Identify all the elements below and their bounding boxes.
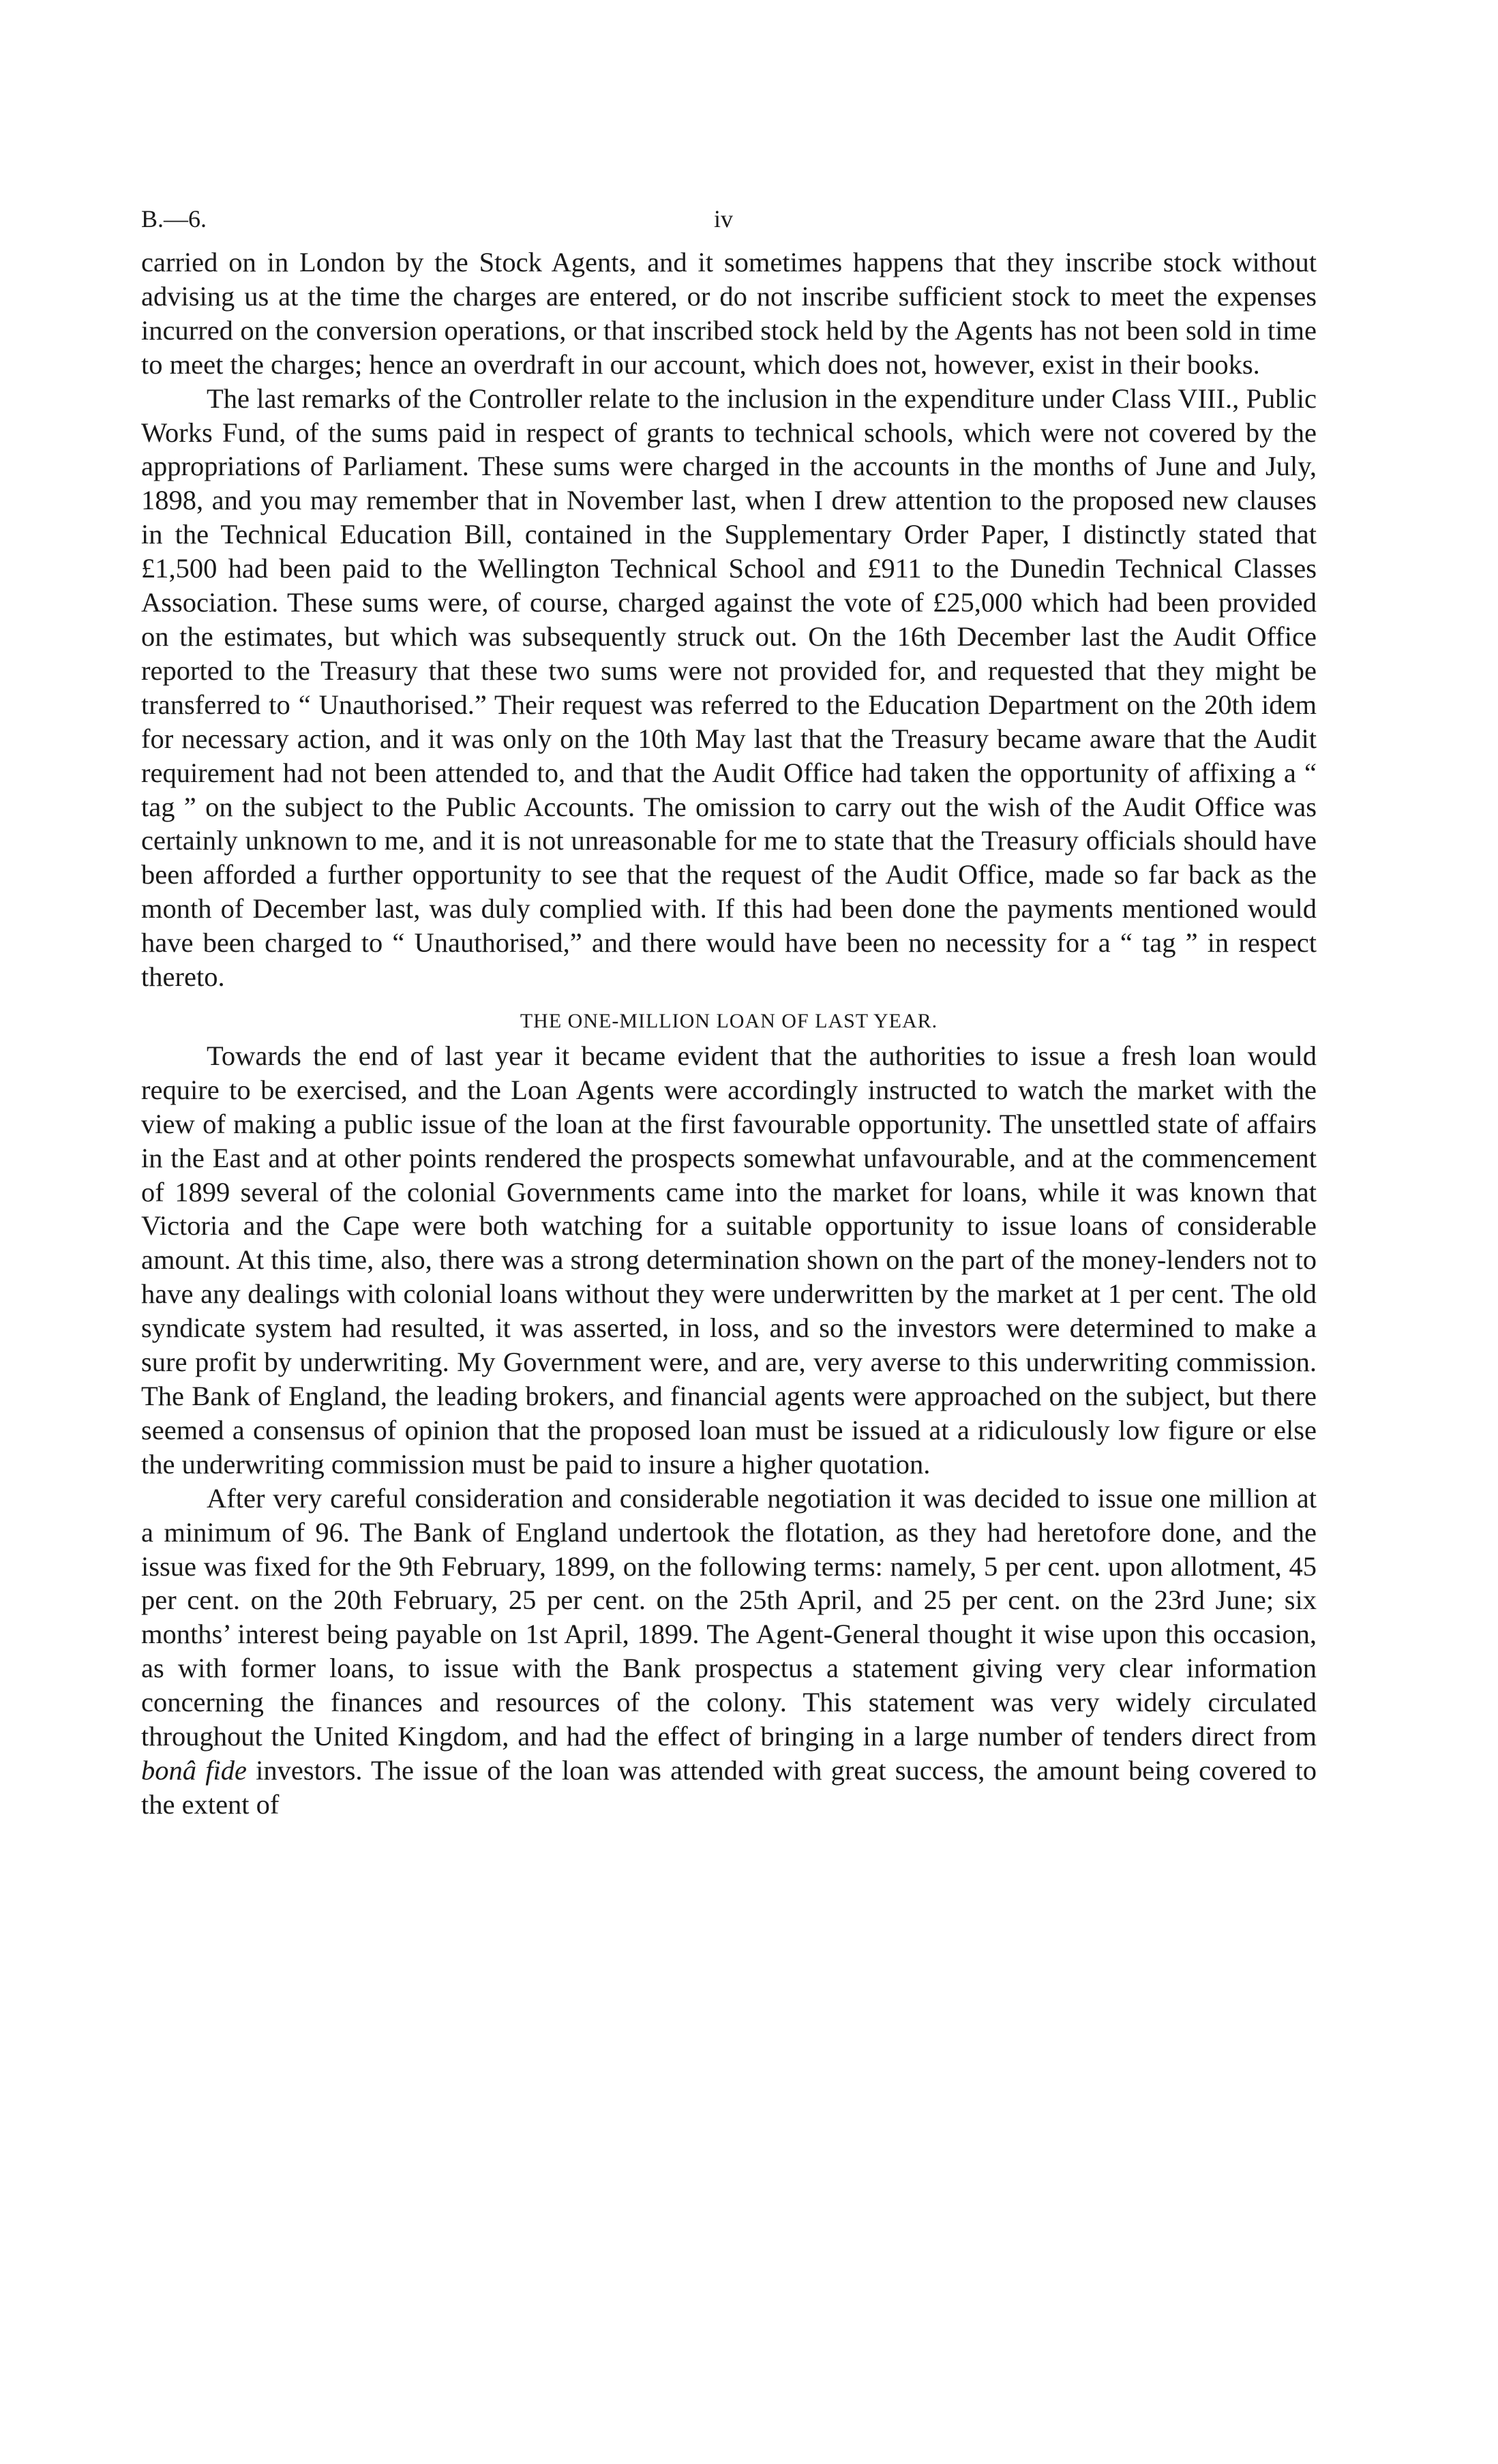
paragraph-loan-issue-text-b: investors. The issue of the loan was attended with great success, the amount being covered to the extent of (141, 1754, 1317, 1820)
paragraph-loan-issue-text-a: After very careful consideration and considerable negotiation it was decided to issue one million at a minimum of 96. The Bank of England undertook the flotation, as they had heretofore done, and the issue was fixed for the 9th February, 1899, on the following terms: namely, 5 per cent. upon allotment, 45 per cent. on the 20th February, 25 per cent. on the 25th April, and 25 per cent. on the 23rd June; six months’ interest being payable on 1st April, 1899. The Agent-General thought it wise upon this occasion, as with former loans, to issue with the Bank prospectus a statement giving very clear information concerning the finances and resources of the colony. This statement was very widely circulated throughout the United Kingdom, and had the effect of bringing in a large number of tenders direct from (141, 1482, 1317, 1752)
paragraph-loan-background: Towards the end of last year it became evident that the authorities to issue a fresh loan would require to be exercised, and the Loan Agents were accordingly instructed to watch the market with the view of making a public issue of the loan at the first favourable opportunity. The unsettled state of affairs in the East and at other points rendered the prospects somewhat unfavourable, and at the commencement of 1899 several of the colonial Governments came into the market for loans, while it was known that Victoria and the Cape were both watching for a suitable opportunity to issue loans of considerable amount. At this time, also, there was a strong determination shown on the part of the money-lenders not to have any dealings with colonial loans without they were underwritten by the market at 1 per cent. The old syndicate system had resulted, it was asserted, in loss, and so the investors were determined to make a sure profit by underwriting. My Government were, and are, very averse to this underwriting commission. The Bank of England, the leading brokers, and financial agents were approached on the subject, but there seemed a consensus of opinion that the proposed loan must be issued at a ridiculously low figure or else the underwriting commission must be paid to insure a higher quotation. (141, 1040, 1317, 1479)
section-heading: THE ONE-MILLION LOAN OF LAST YEAR. (520, 1009, 938, 1032)
paragraph-continuation: carried on in London by the Stock Agents, and it sometimes happens that they inscribe stock without advising us at the time the charges are entered, or do not inscribe sufficient stock to meet the expenses incurred on the conversion operations, or that inscribed stock held by the Agents has not been sold in time to meet the charges; hence an overdraft in our account, which does not, however, exist in their books. (141, 247, 1317, 380)
italic-phrase: bonâ fide (141, 1754, 247, 1786)
page-header (141, 205, 1317, 245)
document-page (141, 205, 1317, 1822)
paragraph-controller-remarks: The last remarks of the Controller relate to the inclusion in the expenditure under Class VIII., Public Works Fund, of the sums paid in respect of grants to technical schools, which were not covered by the appropriations of Parliament. These sums were charged in the accounts in the months of June and July, 1898, and you may remember that in November last, when I drew attention to the proposed new clauses in the Technical Education Bill, contained in the Supplementary Order Paper, I distinctly stated that £1,500 had been paid to the Wellington Technical School and £911 to the Dunedin Technical Classes Association. These sums were, of course, charged against the vote of £25,000 which had been provided on the estimates, but which was subsequently struck out. On the 16th December last the Audit Office reported to the Treasury that these two sums were not provided for, and requested that they might be transferred to “ Unauthorised.” Their request was referred to the Education Department on the 20th idem for necessary action, and it was only on the 10th May last that the Treasury became aware that the Audit requirement had not been attended to, and that the Audit Office had taken the opportunity of affixing a “ tag ” on the subject to the Public Accounts. The omission to carry out the wish of the Audit Office was certainly unknown to me, and it is not unreasonable for me to state that the Treasury officials should have been afforded a further opportunity to see that the request of the Audit Office, made so far back as the month of December last, was duly complied with. If this had been done the payments mentioned would have been charged to “ Unauthorised,” and there would have been no necessity for a “ tag ” in respect thereto. (141, 382, 1317, 993)
paragraph-loan-issue (141, 1482, 1317, 1822)
page-number: iv (714, 205, 734, 232)
document-reference: B.—6. (141, 205, 207, 232)
